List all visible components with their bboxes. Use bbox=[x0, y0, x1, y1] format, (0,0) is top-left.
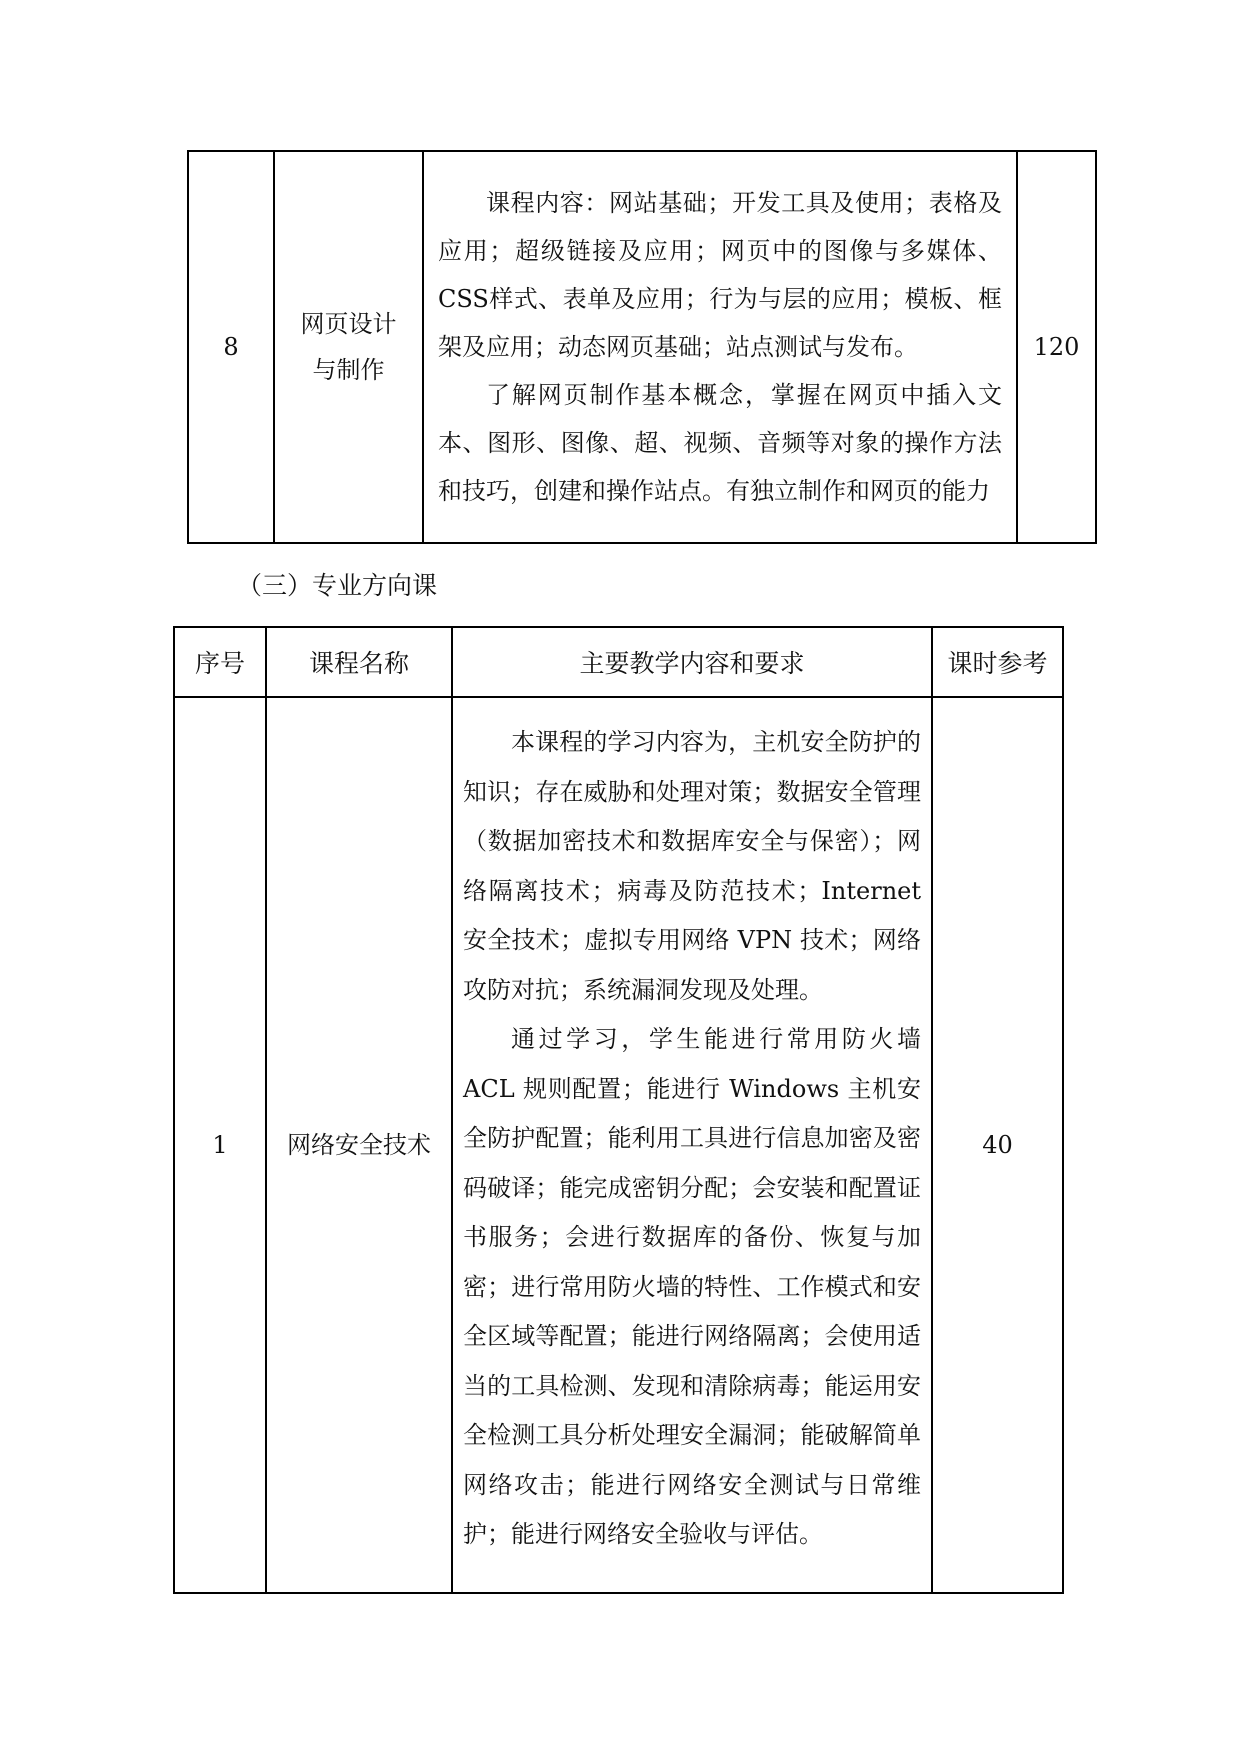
table-row bbox=[174, 697, 1063, 1593]
row-number: 1 bbox=[174, 697, 266, 1593]
table-row bbox=[188, 151, 1096, 543]
course-hours: 40 bbox=[932, 697, 1063, 1593]
header-course-name: 课程名称 bbox=[266, 627, 452, 697]
course-content bbox=[423, 151, 1017, 543]
course-name: 网络安全技术 bbox=[266, 697, 452, 1593]
section-heading: （三）专业方向课 bbox=[237, 571, 438, 600]
course-name: 网页设计与制作 bbox=[274, 151, 423, 543]
content-paragraph: 课程内容：网站基础；开发工具及使用；表格及应用；超级链接及应用；网页中的图像与多媒体、CSS样式、表单及应用；行为与层的应用；模板、框架及应用；动态网页基础；站点测试与发布。 bbox=[438, 189, 1002, 361]
specialization-course-table bbox=[173, 626, 1064, 1594]
course-content bbox=[452, 697, 932, 1593]
content-paragraph: 了解网页制作基本概念，掌握在网页中插入文本、图形、图像、超、视频、音频等对象的操作方法和技巧，创建和操作站点。有独立制作和网页的能力 bbox=[438, 381, 1002, 505]
course-hours: 120 bbox=[1017, 151, 1096, 543]
table-header-row bbox=[174, 627, 1063, 697]
header-number: 序号 bbox=[174, 627, 266, 697]
row-number: 8 bbox=[188, 151, 274, 543]
course-table-continued bbox=[187, 150, 1097, 544]
content-paragraph: 本课程的学习内容为，主机安全防护的知识；存在威胁和处理对策；数据安全管理（数据加密技术和数据库安全与保密）；网络隔离技术；病毒及防范技术；Internet安全技术；虚拟专用网络 VPN 技术；网络攻防对抗；系统漏洞发现及处理。 bbox=[463, 728, 921, 1004]
content-paragraph: 通过学习，学生能进行常用防火墙 ACL 规则配置；能进行 Windows 主机安全防护配置；能利用工具进行信息加密及密码破译；能完成密钥分配；会安装和配置证书服务；会进行数据库的备份、恢复与加密；进行常用防火墙的特性、工作模式和安全区域等配置；能进行网络隔离；会使用适当的工具检测、发现和清除病毒；能运用安全检测工具分析处理安全漏洞；能破解简单网络攻击；能进行网络安全测试与日常维护；能进行网络安全验收与评估。 bbox=[463, 1025, 921, 1549]
header-content: 主要教学内容和要求 bbox=[452, 627, 932, 697]
header-hours: 课时参考 bbox=[932, 627, 1063, 697]
